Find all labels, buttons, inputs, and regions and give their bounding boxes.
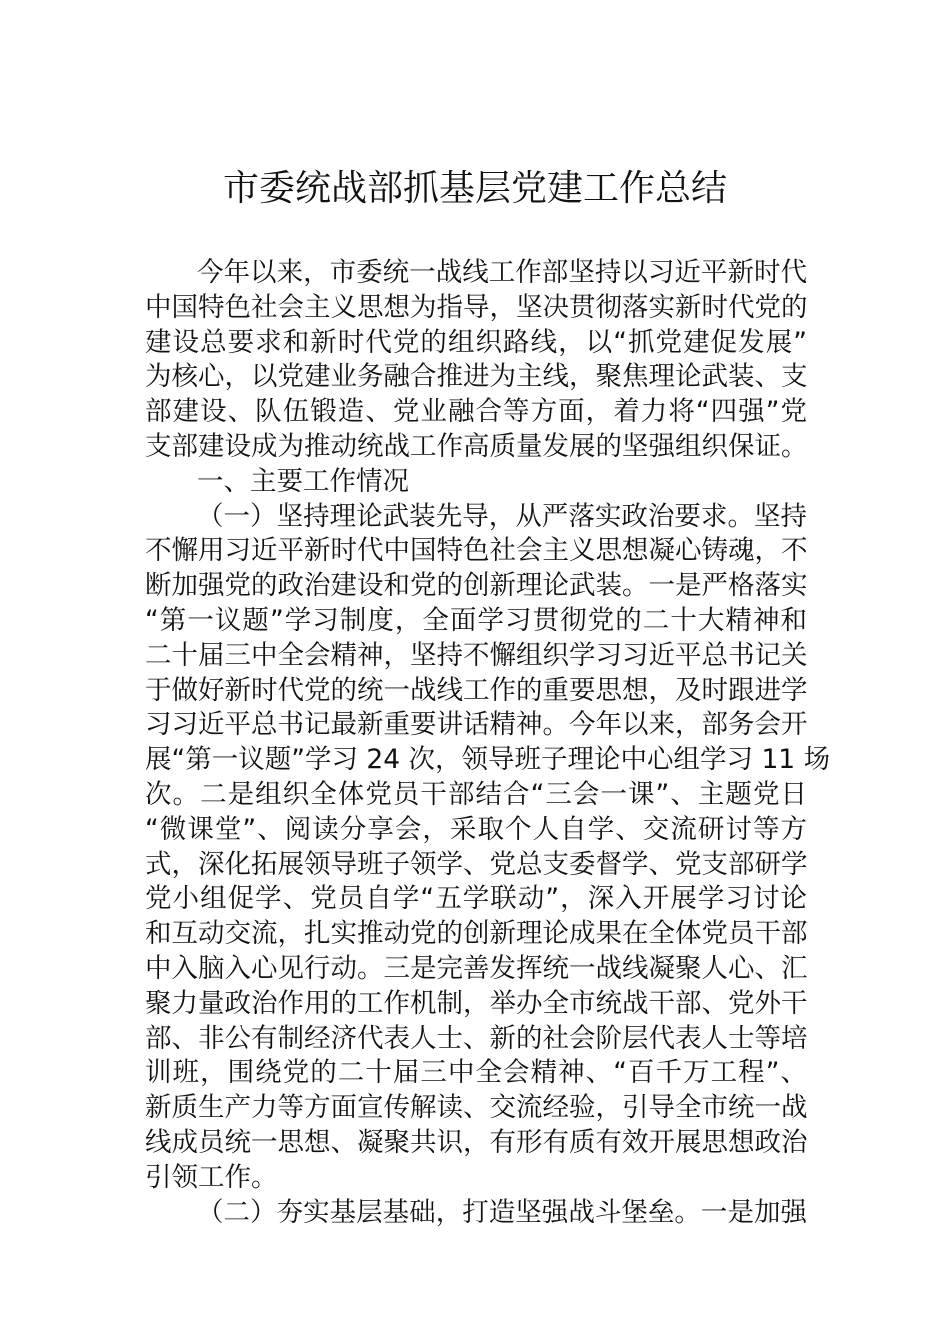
body-line: 新质生产力等方面宣传解读、交流经验，引导全市统一战 (145, 1092, 808, 1124)
body-line: 训班，围绕党的二十届三中全会精神、“百千万工程”、 (145, 1057, 807, 1089)
body-line: 次。二是组织全体党员干部结合“三会一课”、主题党日 (145, 778, 807, 810)
body-line: 习习近平总书记最新重要讲话精神。今年以来，部务会开 (145, 709, 808, 741)
body-line: 聚力量政治作用的工作机制，举办全市统战干部、党外干 (145, 987, 808, 1019)
body-line: 二十届三中全会精神，坚持不懈组织学习习近平总书记关 (145, 639, 808, 671)
body-line: 和互动交流，扎实推动党的创新理论成果在全体党员干部 (145, 918, 808, 950)
body-line: 引领工作。 (145, 1161, 278, 1193)
body-line: 为核心，以党建业务融合推进为主线，聚焦理论武装、支 (145, 361, 808, 393)
body-line: 不懈用习近平新时代中国特色社会主义思想凝心铸魂，不 (145, 535, 808, 567)
body-line: 部、非公有制经济代表人士、新的社会阶层代表人士等培 (145, 1022, 808, 1054)
body-line: 线成员统一思想、凝聚共识，有形有质有效开展思想政治 (145, 1126, 808, 1158)
subsection-heading: （一）坚持理论武装先导，从严落实政治要求。坚持 (197, 500, 807, 532)
body-line: “第一议题”学习制度，全面学习贯彻党的二十大精神和 (145, 604, 807, 636)
body-line: 式，深化拓展领导班子领学、党总支委督学、党支部研学 (145, 848, 808, 880)
body-line: 部建设、队伍锻造、党业融合等方面，着力将“四强”党 (145, 396, 807, 428)
document-title: 市委统战部抓基层党建工作总结 (222, 168, 727, 209)
body-line: 支部建设成为推动统战工作高质量发展的坚强组织保证。 (145, 430, 808, 462)
subsection-heading: （二）夯实基层基础，打造坚强战斗堡垒。一是加强 (197, 1196, 807, 1228)
document-body (145, 256, 831, 1230)
body-line: 中入脑入心见行动。三是完善发挥统一战线凝聚人心、汇 (145, 952, 808, 984)
body-line: 断加强党的政治建设和党的创新理论武装。一是严格落实 (145, 570, 808, 602)
body-line: 今年以来，市委统一战线工作部坚持以习近平新时代 (197, 257, 807, 288)
body-line: 展“第一议题”学习 24 次，领导班子理论中心组学习 11 场 (145, 744, 831, 776)
body-line: 建设总要求和新时代党的组织路线，以“抓党建促发展” (145, 326, 807, 358)
section-heading: 一、主要工作情况 (197, 465, 409, 497)
body-line: 党小组促学、党员自学“五学联动”，深入开展学习讨论 (145, 883, 807, 915)
body-line: 于做好新时代党的统一战线工作的重要思想，及时跟进学 (145, 674, 808, 706)
body-line: “微课堂”、阅读分享会，采取个人自学、交流研讨等方 (145, 813, 807, 845)
body-line: 中国特色社会主义思想为指导，坚决贯彻落实新时代党的 (145, 291, 808, 323)
